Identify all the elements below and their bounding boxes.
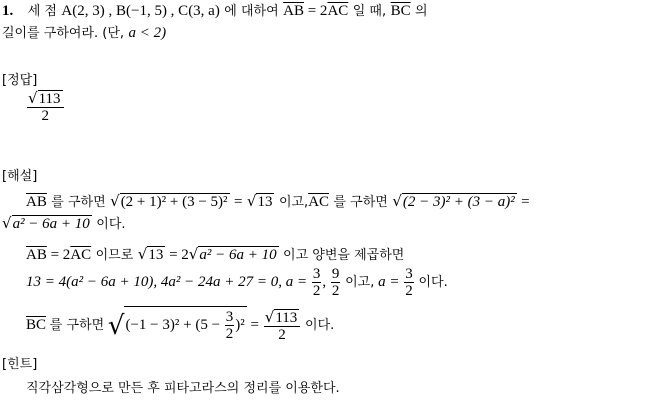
solution-line-4: 13 = 4(a² − 6a + 10), 4a² − 24a + 27 = 0, a = $\frac{3}{2}$ , $\frac{9}{2}$ 이고, a = $\frac{3}{2}$ 이다. xyxy=(26,266,448,299)
fraction-denominator: 2 xyxy=(312,283,321,299)
equation-sign: = 2 xyxy=(46,247,71,263)
solution-heading: [해설] xyxy=(2,169,38,184)
distance-expr-bc xyxy=(124,306,246,342)
problem-number: 1. xyxy=(2,3,14,19)
problem-text: 길이를 구하여라. (단, xyxy=(2,26,125,41)
solution-text: 를 구하면 xyxy=(333,195,388,210)
fraction-numerator: 3 xyxy=(405,266,413,282)
quadratic-root: a² − 6a + 10 xyxy=(12,216,90,232)
radicand-part: (−1 − 3)² + (5 − xyxy=(125,316,221,333)
equals-sign: = xyxy=(234,194,243,210)
segment-bc: $\overline{BC}$ xyxy=(390,3,411,19)
radicand-part: )² xyxy=(235,316,245,333)
problem-text: 의 xyxy=(415,4,428,19)
solution-text: 이다. xyxy=(96,217,126,232)
problem-text: 에 대하여 xyxy=(224,4,279,19)
hint-heading: [힌트] xyxy=(2,357,38,372)
equation-sign: = 2 xyxy=(165,247,189,263)
segment-ac: $\overline{AC}$ xyxy=(308,194,330,210)
segment-ac: $\overline{AC}$ xyxy=(70,247,92,263)
distance-expr-ab: (2 + 1)² + (3 − 5)² xyxy=(120,194,228,210)
solution-text: 이고 양변을 제곱하면 xyxy=(283,248,405,263)
segment-ab: $\overline{AB}$ xyxy=(26,194,47,210)
answer-fraction: $\frac{√113}{2}$ xyxy=(26,90,65,124)
fraction-numerator: 3 xyxy=(225,309,234,325)
solution-line-3: $\overline{AB} = 2\overline{AC}$ 이므로 √13 = 2√a² − 6a + 10 이고 양변을 제곱하면 xyxy=(26,245,405,263)
solution-text: 이고, xyxy=(345,274,375,290)
solution-text: 이고, xyxy=(278,195,309,210)
quadratic-root: a² − 6a + 10 xyxy=(199,247,277,263)
fraction-denominator: 2 xyxy=(405,283,413,299)
root-13: 13 xyxy=(148,247,164,263)
problem-line-2 xyxy=(2,24,166,43)
problem-text: 일 때, xyxy=(352,4,387,19)
solution-line-2: √a² − 6a + 10 이다. xyxy=(2,214,126,232)
fraction-denominator: 2 xyxy=(225,326,234,342)
distance-expr-ac: (2 − 3)² + (3 − a)² xyxy=(402,194,515,210)
segment-ab: $\overline{AB}$ xyxy=(26,247,47,263)
answer-heading: [정답] xyxy=(2,73,38,88)
problem-condition: a < 2) xyxy=(128,25,167,41)
answer-denominator: 2 xyxy=(27,107,64,124)
equation-sign: = 2 xyxy=(303,3,328,19)
segment-bc: $\overline{BC}$ xyxy=(26,316,47,333)
result-denominator: 2 xyxy=(264,326,301,343)
fraction-numerator: 9 xyxy=(331,266,340,282)
fraction-numerator: 3 xyxy=(312,266,321,282)
solution-line-1: $\overline{AB}$ 를 구하면 √(2 + 1)² + (3 − 5)² = √13 이고$,\overline{AC}$ 를 구하면 √(2 − 3)² + (3 − a)² = xyxy=(26,192,530,210)
problem-text: 세 점 xyxy=(27,4,57,19)
a-equals: a = xyxy=(378,273,400,290)
answer-radicand: 113 xyxy=(38,91,61,107)
problem-line-1 xyxy=(2,2,428,21)
solution-text: 를 구하면 xyxy=(51,195,106,210)
fraction-denominator: 2 xyxy=(331,283,340,299)
solution-line-5: $\overline{BC}$ 를 구하면 √(−1 − 3)² + (5 − $\frac{3}{2}$ )² = $\frac{√113}{2}$ 이다. xyxy=(26,307,335,343)
root-13: 13 xyxy=(257,194,273,210)
solution-text: 이다. xyxy=(418,274,448,290)
equals-sign: = xyxy=(250,316,260,333)
solution-text: 이다. xyxy=(305,317,335,333)
segment-ab: $\overline{AB}$ xyxy=(283,3,304,19)
problem-points: A(2, 3) , B(−1, 5) , C(3, a) xyxy=(61,3,220,19)
hint-text: 직각삼각형으로 만든 후 피타고라스의 정리를 이용한다. xyxy=(26,381,340,396)
result-radicand: 113 xyxy=(275,309,298,326)
equals-sign: = xyxy=(521,194,530,210)
solution-text: 를 구하면 xyxy=(49,317,105,333)
solution-text: 이므로 xyxy=(95,248,134,263)
quadratic-equation: 13 = 4(a² − 6a + 10), 4a² − 24a + 27 = 0, a = xyxy=(26,273,308,290)
segment-ac: $\overline{AC}$ xyxy=(327,3,349,19)
